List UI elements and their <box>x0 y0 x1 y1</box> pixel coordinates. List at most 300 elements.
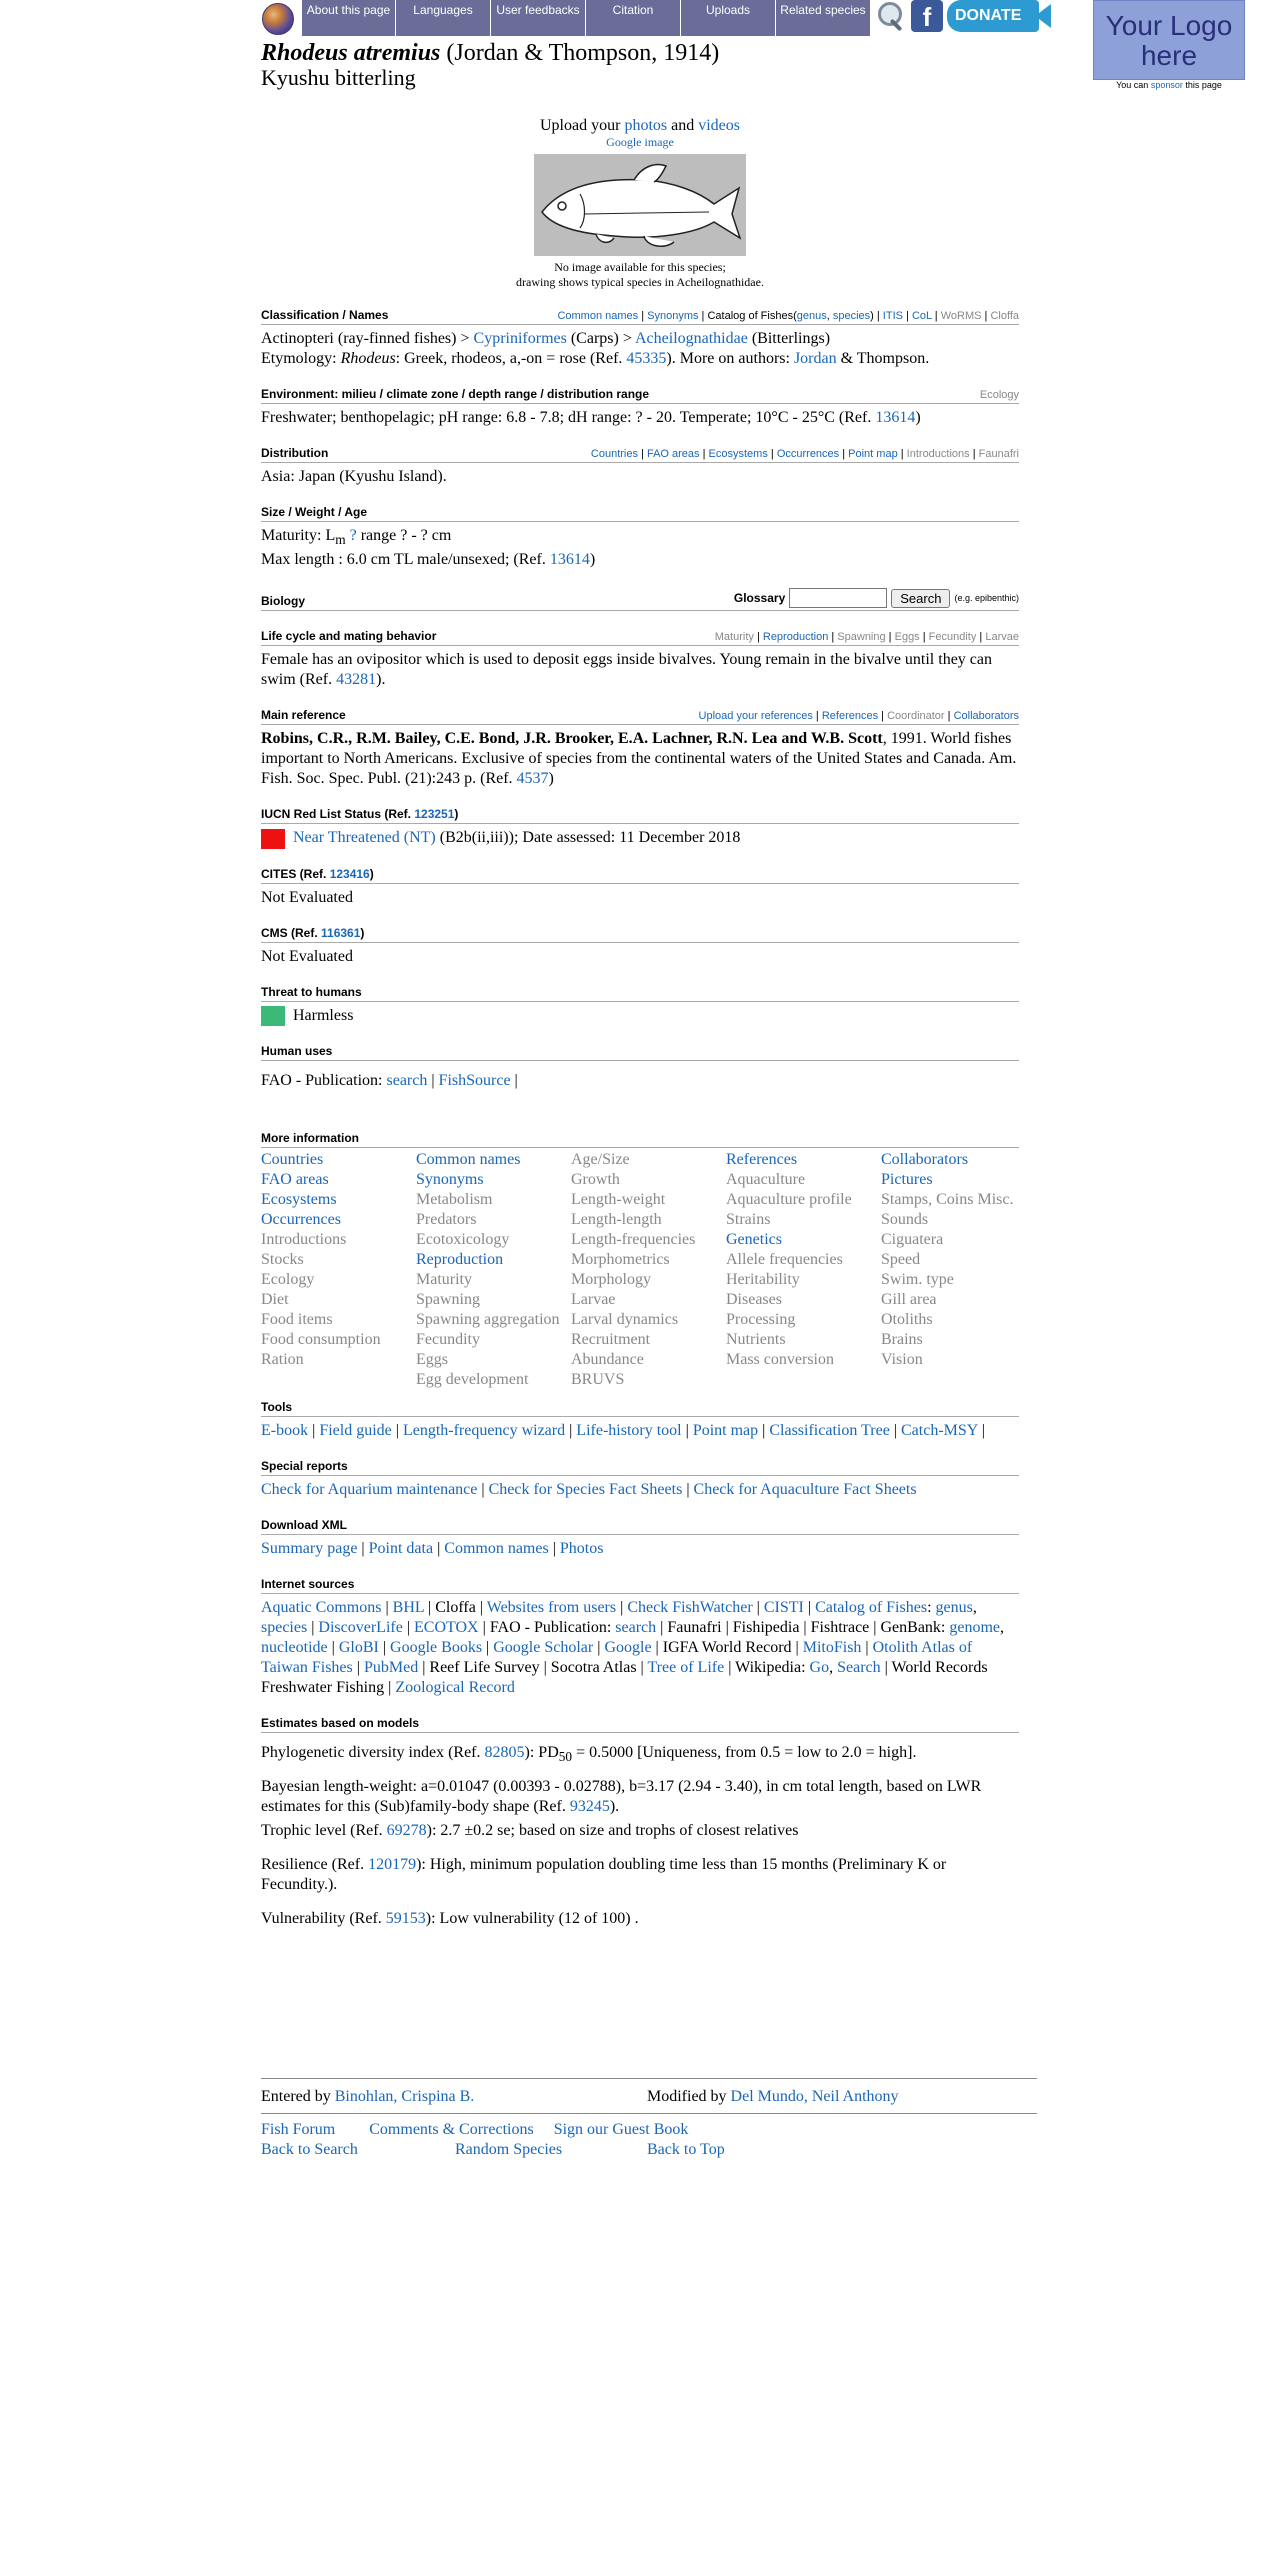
more-info-eggs-link[interactable]: Eggs <box>416 1350 448 1368</box>
punct: ). <box>376 671 386 689</box>
section-header-threat <box>261 985 1019 1002</box>
section-title: Special reports <box>261 1458 348 1473</box>
classification-links: Common names | Synonyms | Catalog of Fishes(genus, species) | ITIS | CoL | WoRMS | Cloffa <box>557 310 1019 322</box>
ref-link[interactable]: 45335 <box>626 350 667 367</box>
class-text: (Bitterlings) <box>751 330 831 347</box>
more-info-predators-link[interactable]: Predators <box>416 1210 477 1228</box>
more-info-vision-link[interactable]: Vision <box>881 1350 923 1368</box>
fish-forum-link[interactable]: Fish Forum <box>261 2121 336 2138</box>
section-title: Classification / Names <box>261 308 389 322</box>
google-image-link[interactable]: Google image <box>606 135 674 149</box>
sponsor-logo[interactable] <box>1093 0 1245 80</box>
glossary-search <box>734 588 1019 608</box>
more-info-grid <box>261 1150 1019 1390</box>
environment-text: Freshwater; benthopelagic; pH range: 6.8 - 7.8; dH range: ? - 20. Temperate; 10°C - 25°C (Ref. <box>261 409 872 426</box>
cites-text: Not Evaluated <box>261 888 353 906</box>
cisti-link[interactable]: CISTI <box>763 1598 804 1616</box>
point-map-link[interactable]: Point map <box>692 1421 759 1439</box>
resilience-value: ): High, minimum population doubling time less than 15 months (Preliminary K or Fecundity.). <box>261 1856 947 1894</box>
discoverlife-link[interactable]: DiscoverLife <box>318 1618 403 1636</box>
length-frequency-wizard-link[interactable]: Length-frequency wizard <box>402 1421 566 1439</box>
faunafri-link[interactable]: Faunafri <box>978 448 1019 460</box>
source-text: | <box>307 1618 319 1636</box>
ref-link[interactable]: 82805 <box>484 1743 525 1761</box>
iucn-title: IUCN Red List Status (Ref. <box>261 807 412 822</box>
tab-uploads[interactable]: Uploads <box>681 0 776 36</box>
introductions-link[interactable]: Introductions <box>906 448 970 460</box>
special-report-links: Check for Aquarium maintenance | Check for Species Fact Sheets | Check for Aquaculture Fact Sheets <box>261 1480 917 1498</box>
no-image-note <box>261 260 1019 290</box>
class-text: Actinopteri (ray-finned fishes) > <box>261 330 470 347</box>
section-header-internet-sources <box>261 1577 1019 1594</box>
check-for-aquaculture-fact-sheets-link[interactable]: Check for Aquaculture Fact Sheets <box>693 1480 917 1498</box>
classification-body <box>261 329 1019 369</box>
upload-videos-link[interactable]: videos <box>698 117 740 134</box>
main-content <box>261 40 1019 1929</box>
source-text: | IGFA World Record | <box>651 1638 803 1656</box>
ref-link[interactable]: 123416 <box>329 866 370 881</box>
genus-link[interactable]: genus <box>935 1598 973 1616</box>
bhl-link[interactable]: BHL <box>392 1598 425 1616</box>
more-info-stocks-link[interactable]: Stocks <box>261 1250 304 1268</box>
more-info-spawning-aggregation-link[interactable]: Spawning aggregation <box>416 1310 560 1328</box>
search-icon[interactable] <box>875 0 907 32</box>
pubmed-link[interactable]: PubMed <box>363 1658 419 1676</box>
internet-source-links <box>261 1598 1019 1698</box>
ecosystems-link[interactable]: Ecosystems <box>708 448 768 460</box>
fecundity-link[interactable]: Fecundity <box>928 631 977 644</box>
genome-link[interactable]: genome <box>949 1618 1001 1636</box>
more-info-countries-link[interactable]: Countries <box>261 1150 324 1168</box>
more-info-recruitment-link[interactable]: Recruitment <box>571 1330 651 1348</box>
section-title: Internet sources <box>261 1576 355 1591</box>
catalog-label: Catalog of Fishes( <box>707 310 797 322</box>
punct: ) <box>369 866 374 881</box>
species-authority: (Jordan & Thompson, 1914) <box>446 40 720 66</box>
iucn-text: (B2b(ii,iii)); Date assessed: 11 December 2018 <box>439 829 741 847</box>
itis-link[interactable]: ITIS <box>882 310 903 322</box>
more-info-collaborators-link[interactable]: Collaborators <box>881 1150 969 1168</box>
field-guide-link[interactable]: Field guide <box>319 1421 392 1439</box>
larvae-link[interactable]: Larvae <box>985 631 1019 644</box>
more-info-bruvs-link[interactable]: BRUVS <box>571 1370 625 1388</box>
glossary-label: Glossary <box>733 591 786 606</box>
more-info-introductions-link[interactable]: Introductions <box>261 1230 347 1248</box>
references-link[interactable]: References <box>821 710 879 723</box>
check-for-aquarium-maintenance-link[interactable]: Check for Aquarium maintenance <box>261 1480 478 1498</box>
section-header-iucn <box>261 807 1019 824</box>
etymology-genus: Rhodeus <box>340 350 396 367</box>
punct: ) <box>360 925 365 940</box>
more-info-length-frequencies-link[interactable]: Length-frequencies <box>571 1230 696 1248</box>
more-info-swim-type-link[interactable]: Swim. type <box>881 1270 954 1288</box>
class-text: (Carps) > <box>570 330 632 347</box>
bayesian-length-weight <box>261 1777 1019 1817</box>
more-info-synonyms-link[interactable]: Synonyms <box>416 1170 484 1188</box>
section-header-distribution <box>261 446 1019 463</box>
nucleotide-link[interactable]: nucleotide <box>261 1638 328 1656</box>
source-text: | <box>752 1598 764 1616</box>
more-info-otoliths-link[interactable]: Otoliths <box>881 1310 933 1328</box>
col-link[interactable]: CoL <box>911 310 932 322</box>
etymology-label: Etymology: <box>261 350 337 367</box>
more-info-column <box>261 1150 416 1390</box>
ref-link[interactable]: 69278 <box>386 1822 427 1840</box>
mainref-links: Upload your references | References | Coordinator | Collaborators <box>698 710 1019 723</box>
more-info-gill-area-link[interactable]: Gill area <box>881 1290 937 1308</box>
section-header-cites <box>261 867 1019 884</box>
source-text: | Cloffa | <box>424 1598 487 1616</box>
ecology-link[interactable]: Ecology <box>979 389 1019 401</box>
author-text: & Thompson. <box>840 350 930 367</box>
synonyms-link[interactable]: Synonyms <box>647 310 699 322</box>
check-fishwatcher-link[interactable]: Check FishWatcher <box>627 1598 753 1616</box>
section-title <box>261 926 364 940</box>
more-info-nutrients-link[interactable]: Nutrients <box>726 1330 786 1348</box>
more-info-maturity-link[interactable]: Maturity <box>416 1270 472 1288</box>
iucn-status-link[interactable]: Near Threatened (NT) <box>293 829 436 847</box>
resilience-label: Resilience (Ref. <box>261 1856 365 1874</box>
source-text: | <box>861 1638 873 1656</box>
ref-link[interactable]: 123251 <box>414 807 455 822</box>
iucn-body <box>261 828 1019 848</box>
source-text: | World Records Freshwater Fishing | <box>261 1658 988 1696</box>
ref-link[interactable]: 93245 <box>569 1798 610 1816</box>
entered-by-label: Entered by <box>261 2088 331 2105</box>
ref-link[interactable]: 13614 <box>549 551 590 569</box>
upload-photos-link[interactable]: photos <box>624 117 668 134</box>
more-info-pictures-link[interactable]: Pictures <box>881 1170 933 1188</box>
more-info-mass-conversion-link[interactable]: Mass conversion <box>726 1350 834 1368</box>
occurrences-link[interactable]: Occurrences <box>776 448 840 460</box>
logo-caption-pre: You can <box>1116 80 1149 90</box>
google-link[interactable]: Google <box>604 1638 652 1656</box>
more-info-ecology-link[interactable]: Ecology <box>261 1270 315 1288</box>
google-scholar-link[interactable]: Google Scholar <box>493 1638 594 1656</box>
more-info-egg-development-link[interactable]: Egg development <box>416 1370 529 1388</box>
more-info-ecosystems-link[interactable]: Ecosystems <box>261 1190 337 1208</box>
cms-text: Not Evaluated <box>261 947 353 965</box>
maturity-range: range ? - ? cm <box>356 527 452 544</box>
section-title: Biology <box>261 594 305 609</box>
more-info-sounds-link[interactable]: Sounds <box>881 1210 929 1228</box>
more-info-metabolism-link[interactable]: Metabolism <box>416 1190 493 1208</box>
page-footer <box>261 2078 1037 2160</box>
facebook-icon[interactable]: f <box>911 0 943 32</box>
section-header-cms <box>261 926 1019 943</box>
vulnerability-label: Vulnerability (Ref. <box>261 1910 382 1928</box>
more-info-growth-link[interactable]: Growth <box>571 1170 620 1188</box>
upload-references-link[interactable]: Upload your references <box>698 710 813 723</box>
tab-languages[interactable]: Languages <box>396 0 491 36</box>
more-info-morphology-link[interactable]: Morphology <box>571 1270 651 1288</box>
family-link[interactable]: Acheilognathidae <box>634 330 748 347</box>
more-info-occurrences-link[interactable]: Occurrences <box>261 1210 341 1228</box>
section-title <box>261 807 458 821</box>
tab-related-species[interactable]: Related species <box>776 0 871 36</box>
search-link[interactable]: Search <box>837 1658 881 1676</box>
more-info-aquaculture-link[interactable]: Aquaculture <box>726 1170 806 1188</box>
trophic-value: ): 2.7 ±0.2 se; based on size and trophs of closest relatives <box>426 1822 799 1840</box>
lifecycle-links: Maturity | Reproduction | Spawning | Eggs | Fecundity | Larvae <box>714 631 1019 644</box>
section-title <box>261 867 374 881</box>
tab-user-feedbacks[interactable]: User feedbacks <box>491 0 586 36</box>
etymology-more: ). More on authors: <box>666 350 790 367</box>
e-book-link[interactable]: E-book <box>261 1421 309 1439</box>
phylo-label: Phylogenetic diversity index (Ref. <box>261 1743 481 1761</box>
more-info-aquaculture-profile-link[interactable]: Aquaculture profile <box>726 1190 852 1208</box>
logo-caption <box>1093 80 1245 90</box>
logo-caption-post: this page <box>1185 80 1222 90</box>
distribution-text: Asia: Japan (Kyushu Island). <box>261 468 447 485</box>
more-info-spawning-link[interactable]: Spawning <box>416 1290 480 1308</box>
ref-link[interactable]: 120179 <box>368 1856 417 1874</box>
section-title: Life cycle and mating behavior <box>261 629 437 644</box>
phylo-value: = 0.5000 [Uniqueness, from 0.5 = low to 2.0 = high]. <box>572 1743 917 1761</box>
section-header-more-info <box>261 1131 1019 1148</box>
random-species-link[interactable]: Random Species <box>455 2141 563 2158</box>
modified-by-link[interactable]: Del Mundo, Neil Anthony <box>730 2088 899 2105</box>
section-header-estimates <box>261 1716 1019 1733</box>
donate-button[interactable] <box>947 0 1039 32</box>
worms-link[interactable]: WoRMS <box>940 310 982 322</box>
section-header-tools <box>261 1400 1019 1417</box>
cites-title: CITES (Ref. <box>261 866 327 881</box>
trophic-level <box>261 1821 1019 1841</box>
max-length: Max length : 6.0 cm TL male/unsexed; (Ref. <box>261 551 546 569</box>
tab-about-this-page[interactable]: About this page <box>302 0 396 36</box>
section-title: Threat to humans <box>261 984 362 999</box>
ref-link[interactable]: 116361 <box>321 925 361 940</box>
species-link[interactable]: species <box>261 1618 308 1636</box>
source-text: | <box>352 1658 364 1676</box>
punct: | <box>514 1071 518 1089</box>
more-info-food-consumption-link[interactable]: Food consumption <box>261 1330 381 1348</box>
google-books-link[interactable]: Google Books <box>390 1638 483 1656</box>
more-info-fao-areas-link[interactable]: FAO areas <box>261 1170 329 1188</box>
tab-citation[interactable]: Citation <box>586 0 681 36</box>
more-info-processing-link[interactable]: Processing <box>726 1310 796 1328</box>
section-header-classification <box>261 308 1019 325</box>
reproduction-link[interactable]: Reproduction <box>762 631 829 644</box>
more-info-abundance-link[interactable]: Abundance <box>571 1350 644 1368</box>
source-text: | Wikipedia: <box>724 1658 810 1676</box>
no-image-line-2: drawing shows typical species in Acheilognathidae. <box>516 275 764 289</box>
trophic-label: Trophic level (Ref. <box>261 1822 383 1840</box>
lifecycle-body <box>261 650 1019 690</box>
entered-by-link[interactable]: Binohlan, Crispina B. <box>334 2088 475 2105</box>
classification-tree-link[interactable]: Classification Tree <box>769 1421 890 1439</box>
source-text: : <box>927 1598 936 1616</box>
fish-outline-icon <box>534 154 746 256</box>
phylogenetic-diversity <box>261 1743 1019 1767</box>
more-info-stamps-coins-misc-link[interactable]: Stamps, Coins Misc. <box>881 1190 1014 1208</box>
more-info-speed-link[interactable]: Speed <box>881 1250 921 1268</box>
point-map-link[interactable]: Point map <box>848 448 898 460</box>
punct: ) <box>548 770 554 788</box>
more-info-references-link[interactable]: References <box>726 1150 798 1168</box>
footer-links-row-1 <box>261 2120 1037 2140</box>
source-text: | <box>402 1618 415 1636</box>
back-to-top-link[interactable]: Back to Top <box>647 2141 725 2158</box>
photos-link[interactable]: Photos <box>559 1539 604 1557</box>
sponsor-link[interactable]: sponsor <box>1150 80 1183 90</box>
point-data-link[interactable]: Point data <box>368 1539 434 1557</box>
cloffa-link[interactable]: Cloffa <box>990 310 1019 322</box>
catch-msy-link[interactable]: Catch-MSY <box>901 1421 978 1439</box>
globi-link[interactable]: GloBI <box>338 1638 379 1656</box>
source-text: | <box>381 1598 393 1616</box>
footer-divider <box>261 2113 1037 2114</box>
websites-from-users-link[interactable]: Websites from users <box>486 1598 617 1616</box>
fao-areas-link[interactable]: FAO areas <box>646 448 700 460</box>
more-info-diseases-link[interactable]: Diseases <box>726 1290 782 1308</box>
order-link[interactable]: Cypriniformes <box>473 330 567 347</box>
comments-corrections-link[interactable]: Comments & Corrections <box>369 2121 534 2138</box>
more-info-brains-link[interactable]: Brains <box>881 1330 923 1348</box>
source-text: | <box>616 1598 628 1616</box>
more-info-ciguatera-link[interactable]: Ciguatera <box>881 1230 944 1248</box>
more-info-column <box>726 1150 881 1390</box>
tree-of-life-link[interactable]: Tree of Life <box>647 1658 725 1676</box>
more-info-heritability-link[interactable]: Heritability <box>726 1270 800 1288</box>
punct: ). <box>609 1798 620 1816</box>
footer-divider <box>261 2078 1037 2079</box>
zoological-record-link[interactable]: Zoological Record <box>395 1678 515 1696</box>
threat-color <box>261 1006 285 1026</box>
section-title: Human uses <box>261 1043 333 1058</box>
more-info-reproduction-link[interactable]: Reproduction <box>416 1250 504 1268</box>
maturity-label: Maturity: L <box>261 527 336 544</box>
otolith-atlas-of-taiwan-fishes-link[interactable]: Otolith Atlas of Taiwan Fishes <box>261 1638 973 1676</box>
life-history-tool-link[interactable]: Life-history tool <box>576 1421 682 1439</box>
more-info-common-names-link[interactable]: Common names <box>416 1150 521 1168</box>
guest-book-link[interactable]: Sign our Guest Book <box>553 2121 689 2138</box>
section-header-biology <box>261 588 1019 611</box>
countries-link[interactable]: Countries <box>590 448 638 460</box>
punct: ) <box>589 551 596 569</box>
glossary-input[interactable] <box>789 588 887 608</box>
section-header-special-reports <box>261 1459 1019 1476</box>
maturity-sub: m <box>335 532 346 548</box>
more-info-genetics-link[interactable]: Genetics <box>726 1230 782 1248</box>
source-text: | <box>803 1598 816 1616</box>
section-header-download-xml <box>261 1518 1019 1535</box>
coordinator-link[interactable]: Coordinator <box>887 710 945 723</box>
section-header-main-reference <box>261 708 1019 725</box>
more-info-larvae-link[interactable]: Larvae <box>571 1290 616 1308</box>
environment-body <box>261 408 1019 428</box>
modified-by-label: Modified by <box>647 2088 727 2105</box>
more-info-larval-dynamics-link[interactable]: Larval dynamics <box>571 1310 679 1328</box>
footer-links-row-2 <box>261 2140 1037 2160</box>
common-names-link[interactable]: Common names <box>557 310 639 322</box>
source-text: | <box>327 1638 339 1656</box>
no-image-line-1: No image available for this species; <box>554 260 726 274</box>
section-header-human-uses <box>261 1044 1019 1061</box>
punct: ) <box>915 409 921 426</box>
more-info-age-size-link[interactable]: Age/Size <box>571 1150 630 1168</box>
upload-line <box>261 117 1019 135</box>
vulnerability <box>261 1909 1019 1929</box>
ref-link[interactable]: 13614 <box>875 409 916 426</box>
section-title: Size / Weight / Age <box>261 505 368 519</box>
more-info-ecotoxicology-link[interactable]: Ecotoxicology <box>416 1230 510 1248</box>
catalog-genus-link[interactable]: genus <box>796 310 827 322</box>
cms-title: CMS (Ref. <box>261 925 318 940</box>
more-info-length-length-link[interactable]: Length-length <box>571 1210 662 1228</box>
fao-search-link[interactable]: search <box>386 1071 428 1089</box>
vulnerability-value: ): Low vulnerability (12 of 100) . <box>425 1910 639 1928</box>
source-text: , <box>1000 1618 1005 1636</box>
section-title: Tools <box>261 1399 293 1414</box>
section-title: Environment: milieu / climate zone / depth range / distribution range <box>261 387 650 401</box>
catalog-species-link[interactable]: species <box>832 310 871 322</box>
more-info-allele-frequencies-link[interactable]: Allele frequencies <box>726 1250 843 1268</box>
ref-link[interactable]: 4537 <box>516 770 549 788</box>
summary-page-link[interactable]: Summary page <box>261 1539 358 1557</box>
more-info-fecundity-link[interactable]: Fecundity <box>416 1330 480 1348</box>
aquatic-commons-link[interactable]: Aquatic Commons <box>261 1598 382 1616</box>
glossary-search-button[interactable]: Search <box>891 589 950 608</box>
fao-publication-label: FAO - Publication: <box>261 1071 383 1089</box>
more-info-morphometrics-link[interactable]: Morphometrics <box>571 1250 670 1268</box>
fishsource-link[interactable]: FishSource <box>438 1071 511 1089</box>
maturity-link[interactable]: ? <box>349 527 357 544</box>
go-link[interactable]: Go <box>809 1658 830 1676</box>
author-link[interactable]: Jordan <box>793 350 837 367</box>
more-info-diet-link[interactable]: Diet <box>261 1290 289 1308</box>
more-info-column <box>416 1150 571 1390</box>
catalog-of-fishes-link[interactable]: Catalog of Fishes <box>815 1598 928 1616</box>
lifecycle-text: Female has an ovipositor which is used to deposit eggs inside bivalves. Young remain in the bivalve until they can swim (Ref. <box>261 651 992 689</box>
mainref-body <box>261 729 1019 789</box>
collaborators-link[interactable]: Collaborators <box>953 710 1019 723</box>
check-for-species-fact-sheets-link[interactable]: Check for Species Fact Sheets <box>488 1480 683 1498</box>
spawning-link[interactable]: Spawning <box>837 631 886 644</box>
more-info-ration-link[interactable]: Ration <box>261 1350 304 1368</box>
section-title: More information <box>261 1130 359 1145</box>
ecotox-link[interactable]: ECOTOX <box>414 1618 479 1636</box>
species-title <box>261 40 1019 67</box>
section-header-environment <box>261 387 1019 404</box>
mitofish-link[interactable]: MitoFish <box>802 1638 862 1656</box>
more-info-strains-link[interactable]: Strains <box>726 1210 771 1228</box>
common-name: Kyushu bitterling <box>261 65 416 90</box>
eggs-link[interactable]: Eggs <box>894 631 920 644</box>
threat-body <box>261 1006 1019 1026</box>
more-info-food-items-link[interactable]: Food items <box>261 1310 333 1328</box>
resilience <box>261 1855 1019 1895</box>
punct: ) <box>454 807 459 822</box>
source-text: | Faunafri | Fishipedia | Fishtrace | GenBank: <box>656 1618 950 1636</box>
ref-link[interactable]: 43281 <box>336 671 377 689</box>
glossary-example: (e.g. epibenthic) <box>954 593 1019 604</box>
search-link[interactable]: search <box>615 1618 657 1636</box>
common-names-link[interactable]: Common names <box>444 1539 549 1557</box>
maturity-link[interactable]: Maturity <box>714 631 754 644</box>
back-to-search-link[interactable]: Back to Search <box>261 2141 358 2158</box>
top-navigation <box>260 0 1039 36</box>
bayes-text: Bayesian length-weight: a=0.01047 (0.00393 - 0.02788), b=3.17 (2.94 - 3.40), in cm total length, based on LWR estimates for this (Sub)family-body shape (Ref. <box>261 1778 982 1816</box>
phylo-sub: 50 <box>558 1749 573 1765</box>
more-info-column <box>571 1150 726 1390</box>
distribution-links: Countries | FAO areas | Ecosystems | Occurrences | Point map | Introductions | Faunafri <box>590 448 1019 460</box>
ref-link[interactable]: 59153 <box>385 1910 426 1928</box>
threat-text: Harmless <box>293 1006 354 1024</box>
more-info-length-weight-link[interactable]: Length-weight <box>571 1190 666 1208</box>
globe-home-icon[interactable] <box>262 3 294 35</box>
